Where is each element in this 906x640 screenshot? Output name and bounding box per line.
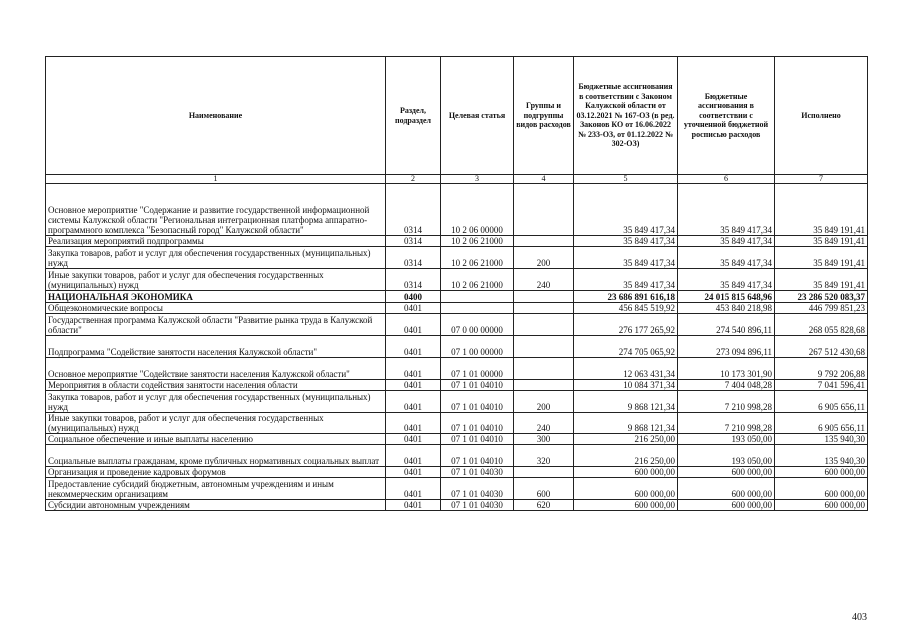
cell-assigned-law: 35 849 417,34 — [574, 269, 678, 291]
cell-target: 07 1 01 04030 — [441, 467, 514, 478]
cell-target: 10 2 06 00000 — [441, 184, 514, 236]
cell-target: 07 0 00 00000 — [441, 314, 514, 336]
table-row — [46, 184, 868, 236]
cell-executed: 135 940,30 — [775, 445, 868, 467]
cell-assigned-law: 35 849 417,34 — [574, 247, 678, 269]
cell-executed: 9 792 206,88 — [775, 358, 868, 380]
column-number: 2 — [386, 175, 441, 184]
cell-group: 240 — [514, 413, 574, 434]
cell-section: 0401 — [386, 445, 441, 467]
cell-assigned-updated: 35 849 417,34 — [678, 236, 775, 247]
cell-assigned-updated: 24 015 815 648,96 — [678, 291, 775, 303]
cell-executed: 35 849 191,41 — [775, 269, 868, 291]
cell-executed: 600 000,00 — [775, 478, 868, 500]
table-row — [46, 445, 868, 467]
cell-target: 10 2 06 21000 — [441, 269, 514, 291]
cell-name: Государственная программа Калужской области "Развитие рынка труда в Калужской области" — [46, 314, 386, 336]
cell-assigned-law: 216 250,00 — [574, 434, 678, 445]
cell-target: 07 1 00 00000 — [441, 336, 514, 358]
table-row — [46, 434, 868, 445]
cell-executed: 267 512 430,68 — [775, 336, 868, 358]
table-row — [46, 269, 868, 291]
cell-target: 10 2 06 21000 — [441, 247, 514, 269]
cell-group — [514, 467, 574, 478]
table-row — [46, 413, 868, 434]
column-number-row — [46, 175, 868, 184]
cell-target: 10 2 06 21000 — [441, 236, 514, 247]
cell-assigned-law: 9 868 121,34 — [574, 391, 678, 413]
cell-assigned-updated: 10 173 301,90 — [678, 358, 775, 380]
cell-executed: 135 940,30 — [775, 434, 868, 445]
table-row — [46, 391, 868, 413]
cell-name: Социальное обеспечение и иные выплаты населению — [46, 434, 386, 445]
cell-executed: 600 000,00 — [775, 467, 868, 478]
cell-assigned-law: 274 705 065,92 — [574, 336, 678, 358]
cell-assigned-law: 216 250,00 — [574, 445, 678, 467]
cell-group — [514, 314, 574, 336]
cell-name: НАЦИОНАЛЬНАЯ ЭКОНОМИКА — [46, 291, 386, 303]
cell-assigned-law: 10 084 371,34 — [574, 380, 678, 391]
cell-section: 0401 — [386, 336, 441, 358]
cell-assigned-law: 600 000,00 — [574, 500, 678, 511]
cell-executed: 446 799 851,23 — [775, 303, 868, 314]
cell-target: 07 1 01 04010 — [441, 413, 514, 434]
cell-target: 07 1 01 04010 — [441, 445, 514, 467]
cell-section: 0401 — [386, 413, 441, 434]
header-assigned-law: Бюджетные ассигнования в соответствии с Законом Калужской области от 03.12.2021 № 167-ОЗ (в ред. Законов КО от 16.06.2022 № 233-ОЗ, от 01.12.2022 № 302-ОЗ) — [574, 57, 678, 175]
cell-assigned-law: 276 177 265,92 — [574, 314, 678, 336]
cell-name: Иные закупки товаров, работ и услуг для обеспечения государственных (муниципальных) нужд — [46, 269, 386, 291]
cell-group: 600 — [514, 478, 574, 500]
table-row — [46, 380, 868, 391]
table-row — [46, 478, 868, 500]
cell-section: 0401 — [386, 358, 441, 380]
page-number: 403 — [852, 612, 867, 623]
cell-assigned-updated: 35 849 417,34 — [678, 184, 775, 236]
cell-executed: 35 849 191,41 — [775, 184, 868, 236]
cell-group: 240 — [514, 269, 574, 291]
table-row — [46, 358, 868, 380]
column-number: 4 — [514, 175, 574, 184]
cell-executed: 600 000,00 — [775, 500, 868, 511]
cell-target — [441, 303, 514, 314]
cell-name: Подпрограмма "Содействие занятости населения Калужской области" — [46, 336, 386, 358]
cell-section: 0401 — [386, 500, 441, 511]
cell-target — [441, 291, 514, 303]
cell-section: 0401 — [386, 434, 441, 445]
cell-assigned-updated: 7 210 998,28 — [678, 391, 775, 413]
table-header-row — [46, 57, 868, 175]
cell-name: Основное мероприятие "Содержание и развитие государственной информационной системы Калужской области "Региональная интеграционная платформа аппаратно-программного комплекса "Безопасный город" Калужской области" — [46, 184, 386, 236]
cell-group — [514, 303, 574, 314]
cell-executed: 35 849 191,41 — [775, 247, 868, 269]
cell-section: 0401 — [386, 467, 441, 478]
table-row — [46, 247, 868, 269]
cell-group — [514, 380, 574, 391]
table-row — [46, 500, 868, 511]
cell-assigned-updated: 35 849 417,34 — [678, 269, 775, 291]
cell-section: 0400 — [386, 291, 441, 303]
cell-target: 07 1 01 04010 — [441, 391, 514, 413]
cell-name: Реализация мероприятий подпрограммы — [46, 236, 386, 247]
cell-name: Мероприятия в области содействия занятости населения области — [46, 380, 386, 391]
cell-name: Иные закупки товаров, работ и услуг для обеспечения государственных (муниципальных) нужд — [46, 413, 386, 434]
cell-assigned-updated: 453 840 218,98 — [678, 303, 775, 314]
cell-section: 0401 — [386, 478, 441, 500]
cell-executed: 7 041 596,41 — [775, 380, 868, 391]
table-row — [46, 314, 868, 336]
cell-target: 07 1 01 04010 — [441, 380, 514, 391]
cell-section: 0314 — [386, 184, 441, 236]
cell-name: Закупка товаров, работ и услуг для обеспечения государственных (муниципальных) нужд — [46, 391, 386, 413]
cell-group: 300 — [514, 434, 574, 445]
cell-group — [514, 291, 574, 303]
cell-group: 620 — [514, 500, 574, 511]
cell-assigned-law: 600 000,00 — [574, 478, 678, 500]
cell-name: Общеэкономические вопросы — [46, 303, 386, 314]
cell-group — [514, 336, 574, 358]
cell-group — [514, 358, 574, 380]
table-row — [46, 291, 868, 303]
header-section: Раздел, подраздел — [386, 57, 441, 175]
column-number: 5 — [574, 175, 678, 184]
cell-executed: 35 849 191,41 — [775, 236, 868, 247]
cell-section: 0314 — [386, 269, 441, 291]
column-number: 3 — [441, 175, 514, 184]
cell-assigned-law: 456 845 519,92 — [574, 303, 678, 314]
cell-executed: 6 905 656,11 — [775, 391, 868, 413]
table-row — [46, 303, 868, 314]
table-row — [46, 467, 868, 478]
cell-group: 200 — [514, 247, 574, 269]
column-number: 6 — [678, 175, 775, 184]
cell-assigned-updated: 273 094 896,11 — [678, 336, 775, 358]
cell-assigned-law: 9 868 121,34 — [574, 413, 678, 434]
cell-assigned-updated: 193 050,00 — [678, 434, 775, 445]
cell-section: 0401 — [386, 391, 441, 413]
table-body — [46, 184, 868, 511]
cell-group: 200 — [514, 391, 574, 413]
cell-group — [514, 236, 574, 247]
cell-name: Основное мероприятие "Содействие занятости населения Калужской области" — [46, 358, 386, 380]
header-executed: Исполнено — [775, 57, 868, 175]
cell-name: Предоставление субсидий бюджетным, автономным учреждениям и иным некоммерческим организациям — [46, 478, 386, 500]
cell-assigned-updated: 600 000,00 — [678, 467, 775, 478]
cell-section: 0401 — [386, 380, 441, 391]
header-groups: Группы и подгруппы видов расходов — [514, 57, 574, 175]
cell-name: Субсидии автономным учреждениям — [46, 500, 386, 511]
cell-assigned-updated: 600 000,00 — [678, 478, 775, 500]
cell-target: 07 1 01 04030 — [441, 478, 514, 500]
cell-section: 0401 — [386, 314, 441, 336]
cell-assigned-updated: 7 210 998,28 — [678, 413, 775, 434]
header-name: Наименование — [46, 57, 386, 175]
cell-executed: 268 055 828,68 — [775, 314, 868, 336]
cell-section: 0314 — [386, 236, 441, 247]
cell-name: Организация и проведение кадровых форумов — [46, 467, 386, 478]
cell-name: Социальные выплаты гражданам, кроме публичных нормативных социальных выплат — [46, 445, 386, 467]
cell-assigned-updated: 274 540 896,11 — [678, 314, 775, 336]
cell-assigned-updated: 35 849 417,34 — [678, 247, 775, 269]
cell-section: 0401 — [386, 303, 441, 314]
cell-name: Закупка товаров, работ и услуг для обеспечения государственных (муниципальных) нужд — [46, 247, 386, 269]
cell-group — [514, 184, 574, 236]
cell-section: 0314 — [386, 247, 441, 269]
cell-target: 07 1 01 04010 — [441, 434, 514, 445]
cell-target: 07 1 01 04030 — [441, 500, 514, 511]
cell-assigned-law: 35 849 417,34 — [574, 184, 678, 236]
column-number: 1 — [46, 175, 386, 184]
header-target: Целевая статья — [441, 57, 514, 175]
budget-table — [45, 56, 868, 511]
cell-group: 320 — [514, 445, 574, 467]
cell-assigned-updated: 193 050,00 — [678, 445, 775, 467]
cell-assigned-law: 12 063 431,34 — [574, 358, 678, 380]
table-row — [46, 336, 868, 358]
cell-assigned-updated: 7 404 048,28 — [678, 380, 775, 391]
cell-assigned-updated: 600 000,00 — [678, 500, 775, 511]
header-assigned-updated: Бюджетные ассигнования в соответствии с уточненной бюджетной росписью расходов — [678, 57, 775, 175]
table-row — [46, 236, 868, 247]
cell-executed: 6 905 656,11 — [775, 413, 868, 434]
cell-assigned-law: 23 686 891 616,18 — [574, 291, 678, 303]
cell-target: 07 1 01 00000 — [441, 358, 514, 380]
column-number: 7 — [775, 175, 868, 184]
cell-executed: 23 286 520 083,37 — [775, 291, 868, 303]
cell-assigned-law: 35 849 417,34 — [574, 236, 678, 247]
cell-assigned-law: 600 000,00 — [574, 467, 678, 478]
